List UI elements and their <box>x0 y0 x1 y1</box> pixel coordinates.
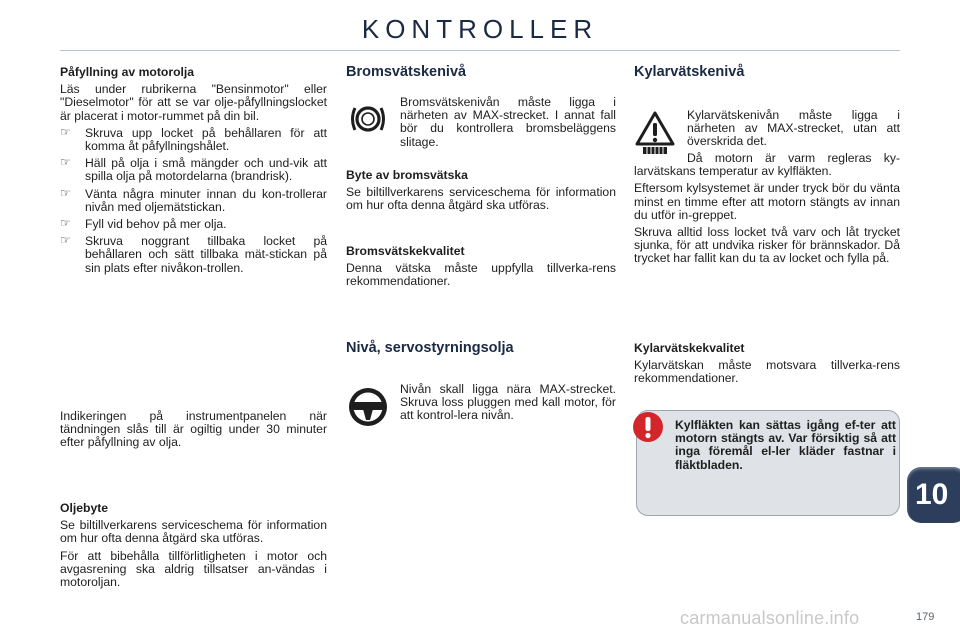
servo-text: Nivån skall ligga nära MAX-strecket. Skruva loss pluggen med kall motor, för att kontrol-lera nivån. <box>400 382 616 423</box>
list-item: ☞ Skruva noggrant tillbaka locket på behållaren och sätt tillbaka mät-stickan på sin plats efter nivåkon-trollen. <box>60 233 327 275</box>
motorolja-intro: Läs under rubrikerna "Bensinmotor" eller "Dieselmotor" för att se var olje-påfyllningslocket är placerat i motor-rummet på din bil. <box>60 82 327 123</box>
byte-heading: Byte av bromsvätska <box>346 168 468 182</box>
exclamation-icon <box>632 411 664 443</box>
chapter-tab: 10 <box>907 467 960 523</box>
pointing-hand-icon: ☞ <box>60 124 71 139</box>
bromsvatska-kvalitet-section <box>346 245 616 293</box>
page-title: KONTROLLER <box>361 14 599 44</box>
servo-heading: Nivå, servostyrningsolja <box>346 340 514 356</box>
title-divider <box>60 50 900 51</box>
kylar-heading-wrap <box>634 66 900 83</box>
warning-text: Kylfläkten kan sättas igång ef-ter att motorn stängts av. Var försiktig så att inga föremål el-ler kläder fastnar i fläktbladen. <box>675 418 896 472</box>
list-item: ☞ Skruva upp locket på behållaren för att komma åt påfyllningshålet. <box>60 124 327 154</box>
motorolja-heading: Påfyllning av motorolja <box>60 65 195 79</box>
kylar-heading: Kylarvätskenivå <box>634 64 745 80</box>
coolant-warning-icon <box>634 110 676 156</box>
pointing-hand-icon: ☞ <box>60 233 71 248</box>
list-item: ☞ Fyll vid behov på mer olja. <box>60 216 227 232</box>
steering-wheel-icon <box>347 386 389 428</box>
indikering-text: Indikeringen på instrumentpanelen när tändningen slås till är ogiltig under 30 minuter efter påfyllning av olja. <box>60 409 327 450</box>
kylarvatska-kvalitet-section <box>634 342 900 390</box>
pointing-hand-icon: ☞ <box>60 216 71 231</box>
kylar-kvalitet-text: Kylarvätskan måste motsvara tillverka-rens rekommendationer. <box>634 358 900 386</box>
kylar-text-4: Skruva alltid loss locket två varv och låt trycket sjunka, för att undvika risker för brännskador. Då trycket har fallit kan du ta av locket och fylla på. <box>634 225 900 266</box>
kylar-kvalitet-heading: Kylarvätskekvalitet <box>634 341 745 355</box>
oljebyte-section <box>60 502 327 593</box>
bromsvatska-byte-section <box>346 169 616 217</box>
pointing-hand-icon: ☞ <box>60 185 71 200</box>
servo-heading-wrap <box>346 342 616 359</box>
broms-heading: Bromsvätskenivå <box>346 64 467 80</box>
left-column <box>60 66 327 279</box>
list-item: ☞ Häll på olja i små mängder och und-vik att spilla olja på motordelarna (brandrisk). <box>60 155 327 184</box>
kylar-text-2: Då motorn är varm regleras ky-larvätskans temperatur av kylfläkten. <box>634 151 900 179</box>
pointing-hand-icon: ☞ <box>60 155 71 170</box>
kylar-text-1: Kylarvätskenivån måste ligga i närheten av MAX-strecket, utan att överskrida det. <box>687 108 900 149</box>
oljebyte-text-1: Se biltillverkarens serviceschema för information om hur ofta denna åtgärd ska utföras. <box>60 518 327 546</box>
list-item: ☞ Vänta några minuter innan du kon-trollerar nivån med oljemätstickan. <box>60 185 327 214</box>
motorolja-steps <box>60 124 327 275</box>
oljebyte-text-2: För att bibehålla tillförlitligheten i motor och avgasrening ska aldrig tillsatser an-vändas i motoroljan. <box>60 548 327 590</box>
broms-kvalitet-text: Denna vätska måste uppfylla tillverka-rens rekommendationer. <box>346 261 616 289</box>
kylar-info-section <box>634 152 900 270</box>
oljebyte-heading: Oljebyte <box>60 501 109 515</box>
broms-heading-wrap <box>346 66 616 83</box>
watermark-text: carmanualsonline.info <box>680 608 860 628</box>
brake-fluid-icon <box>347 98 389 140</box>
page-number: 179 <box>916 611 935 623</box>
broms-text: Bromsvätskenivån måste ligga i närheten av MAX-strecket. I annat fall bör du kontrollera bromsbeläggens slitage. <box>400 95 616 149</box>
kylar-text-3: Eftersom kylsystemet är under tryck bör du vänta minst en timme efter att motorn stängts av innan du utför in-greppet. <box>634 181 900 222</box>
byte-text: Se biltillverkarens serviceschema för information om hur ofta denna åtgärd ska utföras. <box>346 185 616 213</box>
broms-kvalitet-heading: Bromsvätskekvalitet <box>346 244 465 258</box>
